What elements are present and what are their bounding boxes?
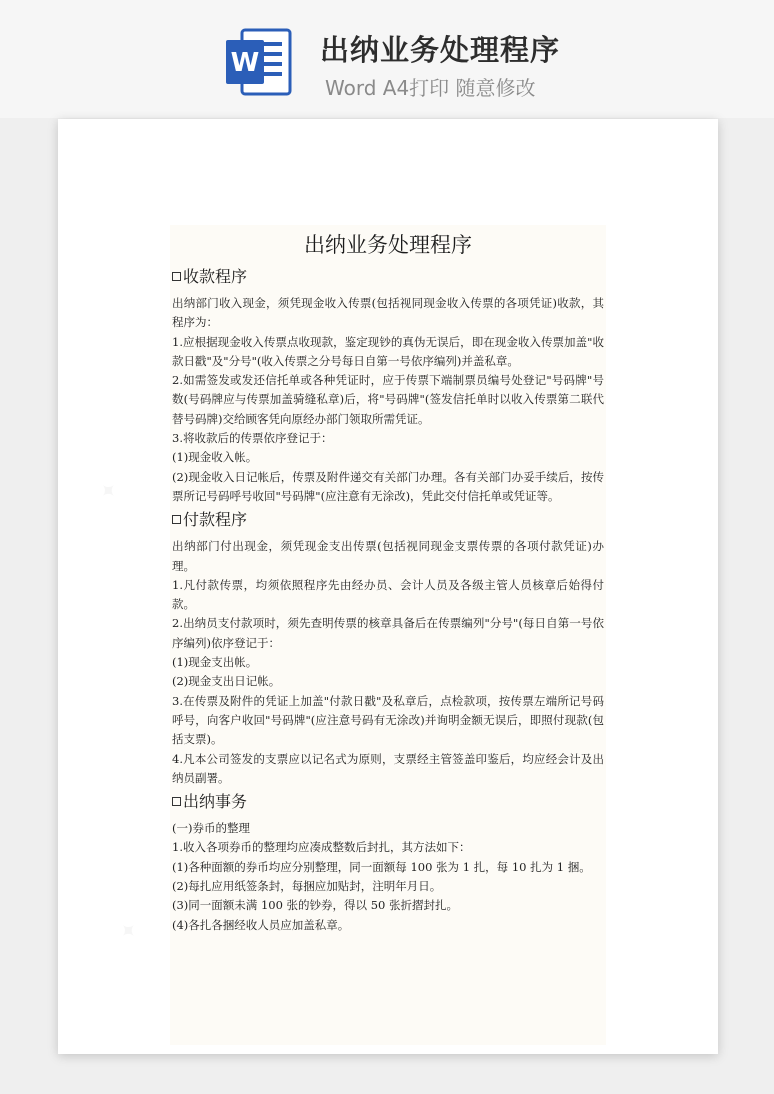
checkbox-icon (172, 515, 181, 524)
paragraph: 1.凡付款传票，均须依照程序先由经办员、会计人员及各级主管人员核章后始得付款。 (172, 577, 604, 612)
word-document-icon (222, 26, 294, 98)
paragraph: 2.如需签发或发还信托单或各种凭证时，应于传票下端制票员编号处登记"号码牌"号数(号码牌应与传票加盖骑缝私章)后，将"号码牌"(签发信托单时以收入传票第二联代替号码牌)交给顾客凭向原经办部门领取所需凭证。 (172, 373, 604, 426)
paragraph: 2.出纳员支付款项时，须先查明传票的核章具备后在传票编列"分号"(每日自第一号依序编列)依序登记于： (172, 616, 604, 650)
paragraph: (2)现金支出日记帐。 (172, 674, 281, 689)
paragraph: (1)现金支出帐。 (172, 655, 258, 670)
paragraph: 出纳部门收入现金，须凭现金收入传票(包括视同现金收入传票的各项凭证)收款，其程序为： (172, 296, 604, 330)
paragraph: 1.收入各项券币的整理均应凑成整数后封扎，其方法如下： (172, 840, 471, 855)
watermark (92, 476, 123, 507)
paragraph: (1)各种面额的券币均应分别整理，同一面额每 100 张为 1 扎，每 10 扎为 1 捆。 (172, 859, 591, 874)
document-page (58, 119, 718, 1054)
watermark (112, 916, 143, 947)
paragraph: (2)每扎应用纸签条封，每捆应加贴封，注明年月日。 (172, 879, 442, 894)
section-heading-receipts: 收款程序 (172, 264, 604, 290)
page-title: 出纳业务处理程序 (320, 33, 561, 67)
page-header (0, 0, 774, 118)
page-subtitle: Word A4打印 随意修改 (325, 76, 536, 100)
document-content (170, 225, 606, 1045)
paragraph: (1)现金收入帐。 (172, 450, 258, 465)
paragraph: 1.应根据现金收入传票点收现款，鉴定现钞的真伪无误后，即在现金收入传票加盖"收款日戳"及"分号"(收入传票之分号每日自第一号依序编列)并盖私章。 (172, 334, 604, 368)
word-icon-letter: W (230, 48, 260, 78)
section-heading-cashier-affairs: 出纳事务 (172, 789, 604, 815)
paragraph: 4.凡本公司签发的支票应以记名式为原则，支票经主管签盖印鉴后，均应经会计及出纳员副署。 (172, 751, 604, 785)
paragraph: (4)各扎各捆经收人员应加盖私章。 (172, 917, 350, 932)
document-title: 出纳业务处理程序 (304, 233, 472, 257)
paragraph: (2)现金收入日记帐后，传票及附件递交有关部门办理。各有关部门办妥手续后，按传票所记号码呼号收回"号码牌"(应注意有无涂改)，凭此交付信托单或凭证等。 (172, 469, 604, 503)
section-heading-payments: 付款程序 (172, 507, 604, 533)
paragraph: 出纳部门付出现金，须凭现金支出传票(包括视同现金支票传票的各项付款凭证)办理。 (172, 539, 604, 573)
paragraph: (一)券币的整理 (172, 821, 250, 836)
paragraph: 3.在传票及附件的凭证上加盖"付款日戳"及私章后，点检款项，按传票左端所记号码呼号，向客户收回"号码牌"(应注意号码有无涂改)并询明金额无误后，即照付现款(包括支票)。 (172, 693, 604, 747)
checkbox-icon (172, 272, 181, 281)
checkbox-icon (172, 797, 181, 806)
paragraph: 3.将收款后的传票依序登记于： (172, 431, 333, 446)
paragraph: (3)同一面额未满 100 张的钞券，得以 50 张折摺封扎。 (172, 898, 458, 913)
